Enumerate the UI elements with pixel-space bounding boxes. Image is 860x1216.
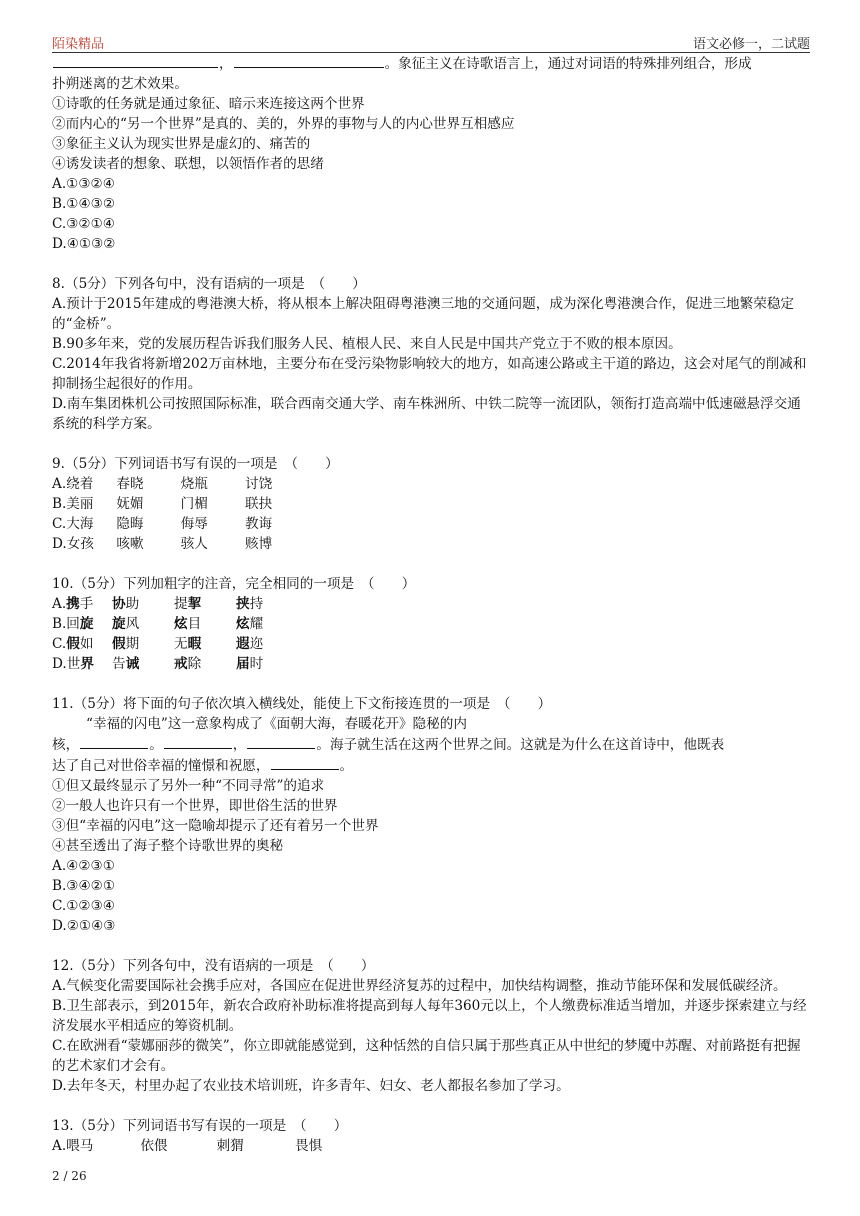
word: 妩媚 — [116, 496, 144, 512]
q7-lead-sep: ， — [219, 56, 233, 72]
q8-option-d[interactable]: D.南车集团株机公司按照国际标准，联合西南交通大学、南车株洲所、中铁二院等一流团队，领衔打造高端中低速磁悬浮交通系统的科学方案。 — [52, 396, 801, 432]
word: 咳嗽 — [116, 536, 144, 552]
answer-blank — [271, 755, 339, 770]
answer-blank — [164, 734, 232, 749]
q7-lead — [52, 53, 812, 74]
q11-option-d[interactable]: D.②①④③ — [52, 918, 116, 934]
q13-option-a[interactable] — [52, 1136, 812, 1156]
q10-option-d[interactable] — [52, 654, 812, 674]
word: 烧瓶 — [180, 476, 208, 492]
q10-option-a[interactable] — [52, 594, 812, 614]
q11-option-c[interactable]: C.①②③④ — [52, 898, 115, 914]
q11-option-a[interactable]: A.④②③① — [52, 858, 115, 874]
q12-option-d[interactable]: D.去年冬天，村里办起了农业技术培训班，许多青年、妇女、老人都报名参加了学习。 — [52, 1078, 570, 1094]
word: 讨饶 — [244, 476, 273, 492]
q7-lead-tail: 。象征主义在诗歌语言上，通过对词语的特殊排列组合，形成 — [384, 56, 752, 72]
word: 炫耀 — [236, 616, 264, 632]
word: 挟持 — [236, 596, 264, 612]
word: 刺猬 — [216, 1138, 244, 1154]
q11-passage-line1: “幸福的闪电”这一意象构成了《面朝大海，春暖花开》隐秘的内 — [86, 716, 467, 732]
q11-option-b[interactable]: B.③④②① — [52, 878, 116, 894]
q7-option-b[interactable]: B.①④③② — [52, 196, 116, 212]
q8-option-b[interactable]: B.90多年来，党的发展历程告诉我们服务人民、植根人民、来自人民是中国共产党立于不败的根本原因。 — [52, 336, 682, 352]
word: 旋风 — [112, 616, 140, 632]
word: 戒除 — [174, 656, 202, 672]
q8-stem: 8.（5分）下列各句中，没有语病的一项是 （ ） — [52, 276, 366, 292]
q7-option-c[interactable]: C.③②①④ — [52, 216, 115, 232]
word: 遐迩 — [236, 636, 264, 652]
q7-option-a[interactable]: A.①③②④ — [52, 176, 115, 192]
document-title: 语文必修一，二试题 — [692, 37, 810, 52]
brand-label: 陌染精品 — [52, 37, 105, 52]
q8-option-a[interactable]: A.预计于2015年建成的粤港澳大桥，将从根本上解决阻碍粤港澳三地的交通问题，成为深化粤港澳合作，促进三地繁荣稳定的“金桥”。 — [52, 296, 795, 332]
word: 提挈 — [174, 596, 202, 612]
q9-stem: 9.（5分）下列词语书写有误的一项是 （ ） — [52, 456, 339, 472]
q8-option-c[interactable]: C.2014年我省将新增202万亩林地，主要分布在受污染物影响较大的地方，如高速公路或主干道的路边，这会对尾气的削减和抑制扬尘起很好的作用。 — [52, 356, 807, 392]
word: C.假如 — [52, 636, 94, 652]
word: A.喂马 — [52, 1138, 94, 1154]
exam-content — [52, 53, 812, 1156]
q13-stem: 13.（5分）下列词语书写有误的一项是 （ ） — [52, 1118, 348, 1134]
word: A.绕着 — [52, 476, 94, 492]
q12-option-a[interactable]: A.气候变化需要国际社会携手应对，各国应在促进世界经济复苏的过程中，加快结构调整，推动节能环保和发展低碳经济。 — [52, 978, 787, 994]
q7-item: ②而内心的“另一个世界”是真的、美的，外界的事物与人的内心世界互相感应 — [52, 116, 515, 132]
q9-option-c[interactable] — [52, 514, 812, 534]
q11-item: ①但又最终显示了另外一种“不同寻常”的追求 — [52, 778, 325, 794]
q9-option-a[interactable] — [52, 474, 812, 494]
word: 门楣 — [180, 496, 208, 512]
word: 依偎 — [140, 1138, 168, 1154]
q11-passage-line3: 达了自己对世俗幸福的憧憬和祝愿， 。 — [52, 755, 812, 776]
word: 联抉 — [244, 496, 273, 512]
q10-stem: 10.（5分）下列加粗字的注音，完全相同的一项是 （ ） — [52, 576, 416, 592]
q7-option-d[interactable]: D.④①③② — [52, 236, 116, 252]
word: 春晓 — [116, 476, 144, 492]
word: B.美丽 — [52, 496, 94, 512]
q7-item: ④诱发读者的想象、联想，以领悟作者的思绪 — [52, 156, 324, 172]
q7-item: ③象征主义认为现实世界是虚幻的、痛苦的 — [52, 136, 311, 152]
page-header — [52, 30, 810, 53]
word: 届时 — [236, 656, 264, 672]
q12-option-b[interactable]: B.卫生部表示，到2015年，新农合政府补助标准将提高到每人每年360元以上，个人缴费标准适当增加，并逐步探索建立与经济发展水平相适应的筹资机制。 — [52, 998, 807, 1034]
q10-option-b[interactable] — [52, 614, 812, 634]
word: D.女孩 — [52, 536, 94, 552]
word: C.大海 — [52, 516, 94, 532]
answer-blank — [234, 53, 384, 68]
word: A.携手 — [52, 596, 94, 612]
page-number: 2 / 26 — [52, 1169, 87, 1183]
answer-blank — [247, 734, 315, 749]
word: D.世界 — [52, 656, 94, 672]
word: 骇人 — [180, 536, 208, 552]
q7-lead-line2: 扑朔迷离的艺术效果。 — [52, 76, 188, 92]
q11-stem: 11.（5分）将下面的句子依次填入横线处，能使上下文衔接连贯的一项是 （ ） — [52, 696, 552, 712]
word: 炫目 — [174, 616, 202, 632]
q9-option-b[interactable] — [52, 494, 812, 514]
word: 无暇 — [174, 636, 202, 652]
answer-blank — [53, 53, 218, 68]
q10-option-c[interactable] — [52, 634, 812, 654]
word: 隐晦 — [116, 516, 144, 532]
word: 畏惧 — [294, 1138, 323, 1154]
q12-option-c[interactable]: C.在欧洲看“蒙娜丽莎的微笑”，你立即就能感觉到，这种恬然的自信只属于那些真正从中世纪的梦魇中苏醒、对前路挺有把握的艺术家们才会有。 — [52, 1038, 801, 1074]
word: 协助 — [112, 596, 140, 612]
word: 侮辱 — [180, 516, 208, 532]
q7-item: ①诗歌的任务就是通过象征、暗示来连接这两个世界 — [52, 96, 365, 112]
word: 假期 — [112, 636, 140, 652]
q12-stem: 12.（5分）下列各句中，没有语病的一项是 （ ） — [52, 958, 375, 974]
q11-passage-line2: 核， 。 ， 。海子就生活在这两个世界之间。这就是为什么在这首诗中，他既表 — [52, 734, 812, 755]
q9-option-d[interactable] — [52, 534, 812, 554]
q11-item: ③但“幸福的闪电”这一隐喻却提示了还有着另一个世界 — [52, 818, 379, 834]
word: 教诲 — [244, 516, 273, 532]
q11-item: ④甚至透出了海子整个诗歌世界的奥秘 — [52, 838, 284, 854]
q11-item: ②一般人也许只有一个世界，即世俗生活的世界 — [52, 798, 338, 814]
answer-blank — [80, 734, 148, 749]
word: 赅博 — [244, 536, 273, 552]
word: B.回旋 — [52, 616, 94, 632]
word: 告诫 — [112, 656, 140, 672]
